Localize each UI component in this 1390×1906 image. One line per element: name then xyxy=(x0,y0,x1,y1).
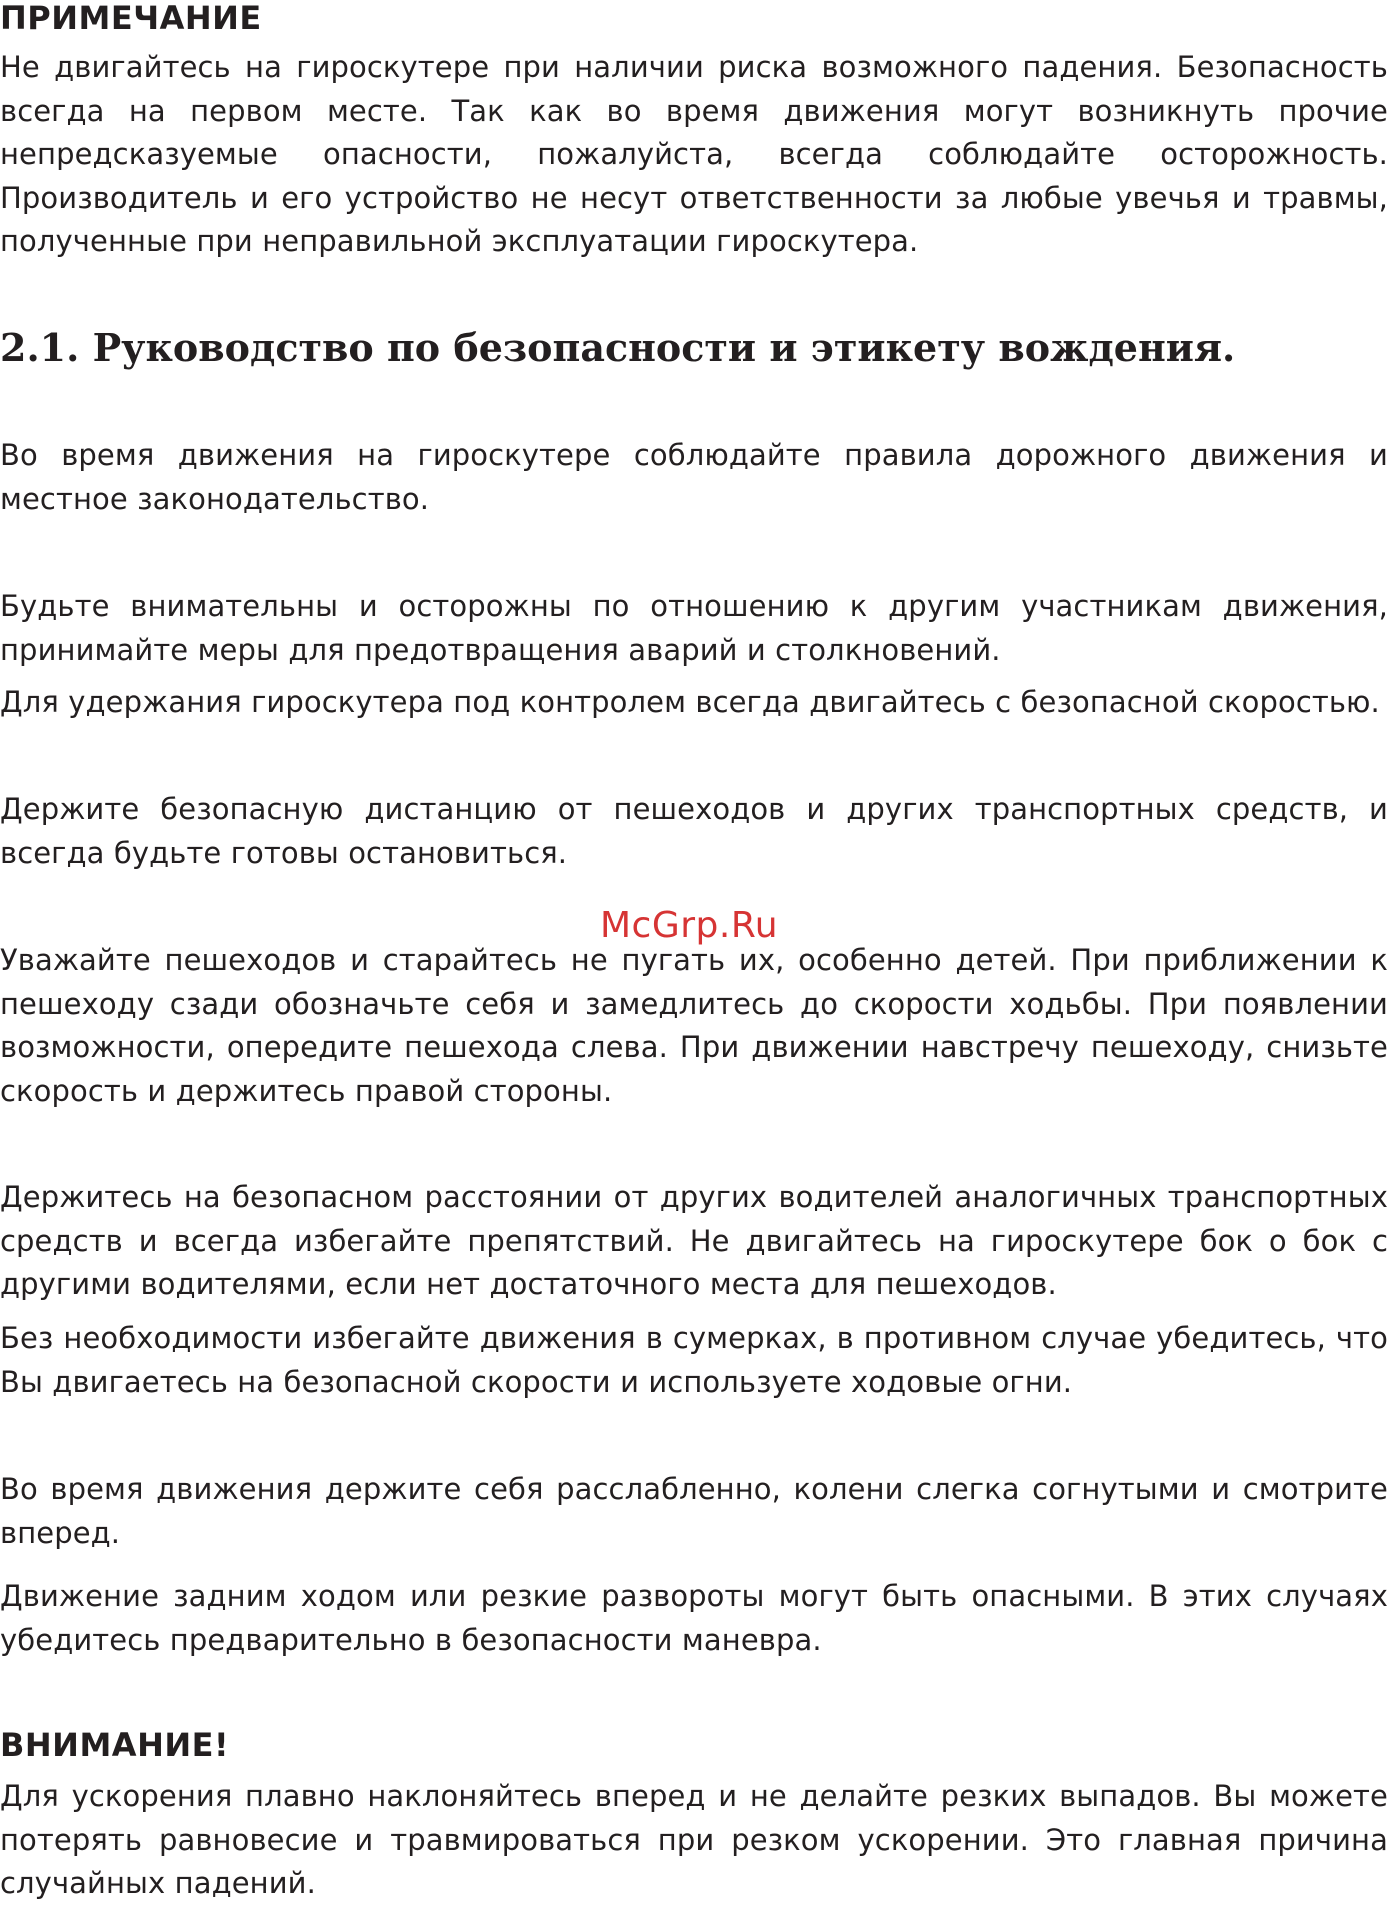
paragraph-other-drivers: Держитесь на безопасном расстоянии от других водителей аналогичных транспортных средств и всегда избегайте препятствий. Не двигайтесь на гироскутере бок о бок с другими водителями, если нет достаточного места для пешеходов. xyxy=(0,1180,1388,1301)
paragraph-safe-speed: Для удержания гироскутера под контролем всегда двигайтесь с безопасной скоростью. xyxy=(0,685,1380,719)
paragraph-reverse: Движение задним ходом или резкие развороты могут быть опасными. В этих случаях убедитесь предварительно в безопасности маневра. xyxy=(0,1579,1388,1657)
paragraph-traffic-rules: Во время движения на гироскутере соблюдайте правила дорожного движения и местное законодательство. xyxy=(0,438,1388,516)
note-label: ПРИМЕЧАНИЕ xyxy=(0,0,262,37)
warning-text: Для ускорения плавно наклоняйтесь вперед и не делайте резких выпадов. Вы можете потерять равновесие и травмироваться при резком ускорении. Это главная причина случайных падений. xyxy=(0,1779,1388,1900)
warning-label: ВНИМАНИЕ! xyxy=(0,1726,230,1764)
note-text: Не двигайтесь на гироскутере при наличии риска возможного падения. Безопасность всегда на первом месте. Так как во время движения могут возникнуть прочие непредсказуемые опасности, пожалуйста, всегда соблюдайте осторожность. Производитель и его устройство не несут ответственности за любые увечья и травмы, полученные при неправильной эксплуатации гироскутера. xyxy=(0,50,1388,258)
paragraph-pedestrians: Уважайте пешеходов и старайтесь не пугать их, особенно детей. При приближении к пешеходу сзади обозначьте себя и замедлитесь до скорости ходьбы. При появлении возможности, опередите пешехода слева. При движении навстречу пешеходу, снизьте скорость и держитесь правой стороны. xyxy=(0,943,1388,1108)
paragraph-posture: Во время движения держите себя расслабленно, колени слегка согнутыми и смотрите вперед. xyxy=(0,1472,1388,1550)
paragraph-attentive: Будьте внимательны и осторожны по отношению к другим участникам движения, принимайте меры для предотвращения аварий и столкновений. xyxy=(0,589,1388,667)
section-title: 2.1. Руководство по безопасности и этикету вождения. xyxy=(0,325,1236,370)
paragraph-twilight: Без необходимости избегайте движения в сумерках, в противном случае убедитесь, что Вы двигаетесь на безопасной скорости и используете ходовые огни. xyxy=(0,1321,1388,1399)
watermark-text: McGrp.Ru xyxy=(600,905,779,946)
paragraph-distance: Держите безопасную дистанцию от пешеходов и других транспортных средств, и всегда будьте готовы остановиться. xyxy=(0,792,1388,870)
